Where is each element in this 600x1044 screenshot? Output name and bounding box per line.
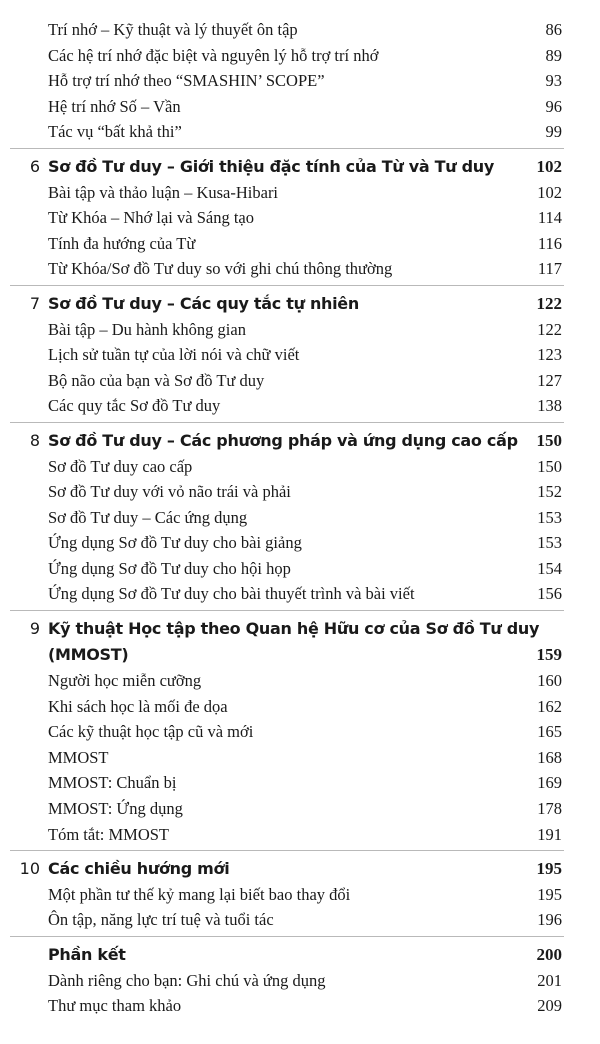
toc-entry [0,770,600,796]
table-of-contents [0,17,600,1019]
divider [10,148,564,149]
toc-entry [0,256,600,282]
entry-page: 153 [537,507,562,527]
divider [10,285,564,286]
entry-title: Từ Khóa/Sơ đồ Tư duy so với ghi chú thông thường [48,259,393,279]
chapter-number: 6 [29,156,40,176]
entry-title: Hỗ trợ trí nhớ theo “SMASHIN’ SCOPE” [48,71,325,91]
entry-title: Dành riêng cho bạn: Ghi chú và ứng dụng [48,970,326,990]
chapter-number: 10 [19,859,40,879]
toc-entry [0,907,600,933]
entry-page: 89 [545,45,562,65]
toc-entry [0,745,600,771]
toc-entry [0,668,600,694]
toc-entry [0,119,600,145]
divider [10,850,564,851]
entry-page: 165 [537,722,562,742]
toc-entry [0,180,600,206]
chapter-heading [0,616,600,668]
entry-page: 122 [537,319,562,339]
toc-entry [0,368,600,394]
entry-title: Sơ đồ Tư duy – Các ứng dụng [48,507,248,527]
chapter-page: 122 [536,293,562,313]
toc-entry [0,17,600,43]
toc-entry [0,882,600,908]
entry-page: 96 [545,96,562,116]
toc-entry [0,530,600,556]
entry-page: 160 [537,671,562,691]
toc-entry [0,796,600,822]
chapter-page: 195 [536,859,562,879]
toc-entry [0,231,600,257]
toc-entry [0,822,600,848]
chapter-number: 9 [29,619,40,639]
entry-page: 102 [537,182,562,202]
chapter-number: 8 [29,430,40,450]
entry-page: 201 [537,970,562,990]
toc-entry [0,454,600,480]
entry-title: Bài tập – Du hành không gian [48,319,246,339]
chapter-title: Sơ đồ Tư duy – Các quy tắc tự nhiên [48,293,359,313]
chapter-page: 159 [536,645,562,665]
chapter-title-line2: (MMOST) [48,645,129,665]
chapter-page: 200 [536,945,562,964]
toc-entry [0,719,600,745]
entry-page: 86 [545,20,562,39]
entry-page: 162 [537,696,562,716]
toc-entry [0,993,600,1019]
entry-title: Tác vụ “bất khả thi” [48,122,182,142]
entry-title: Ứng dụng Sơ đồ Tư duy cho bài giảng [48,533,302,553]
toc-entry [0,342,600,368]
entry-page: 123 [537,345,562,365]
divider [10,422,564,423]
toc-entry [0,68,600,94]
entry-page: 117 [537,259,562,279]
entry-title: Bộ não của bạn và Sơ đồ Tư duy [48,370,265,390]
toc-entry [0,43,600,69]
entry-title: Hệ trí nhớ Số – Vần [48,96,181,116]
entry-title: Người học miễn cưỡng [48,671,202,691]
entry-page: 150 [537,456,562,476]
entry-title: Khi sách học là mối đe dọa [48,696,228,716]
entry-page: 196 [537,910,562,930]
entry-title: Tóm tắt: MMOST [48,824,170,844]
entry-page: 195 [537,884,562,904]
chapter-title: Các chiều hướng mới [48,859,230,879]
entry-page: 168 [537,747,562,767]
entry-title: Sơ đồ Tư duy cao cấp [48,456,193,476]
entry-title: Ôn tập, năng lực trí tuệ và tuổi tác [48,910,274,930]
toc-entry [0,317,600,343]
entry-title: Các kỹ thuật học tập cũ và mới [48,722,254,742]
entry-page: 178 [537,799,562,819]
entry-page: 127 [537,370,562,390]
entry-title: MMOST [48,747,109,767]
entry-title: Bài tập và thảo luận – Kusa-Hibari [48,182,279,202]
entry-title: Một phần tư thế kỷ mang lại biết bao thay đổi [48,884,351,904]
entry-page: 99 [545,122,562,142]
chapter-heading [0,428,600,454]
chapter-page: 102 [536,156,562,176]
entry-title: Lịch sử tuần tự của lời nói và chữ viết [48,345,300,365]
toc-entry [0,556,600,582]
chapter-heading [0,942,600,968]
toc-entry [0,694,600,720]
entry-page: 209 [537,996,562,1016]
chapter-title: Kỹ thuật Học tập theo Quan hệ Hữu cơ của Sơ đồ Tư duy [48,619,540,639]
entry-page: 116 [537,233,562,253]
entry-title: Thư mục tham khảo [48,996,182,1016]
entry-page: 153 [537,533,562,553]
entry-page: 169 [537,773,562,793]
entry-title: Ứng dụng Sơ đồ Tư duy cho bài thuyết trình và bài viết [48,584,415,604]
chapter-heading [0,291,600,317]
entry-page: 156 [537,584,562,604]
entry-title: Trí nhớ – Kỹ thuật và lý thuyết ôn tập [48,20,298,39]
entry-page: 152 [537,482,562,502]
divider [10,610,564,611]
chapter-heading [0,154,600,180]
chapter-heading [0,856,600,882]
divider [10,936,564,937]
toc-entry [0,581,600,607]
entry-page: 154 [537,558,562,578]
chapter-page: 150 [536,430,562,450]
entry-title: Từ Khóa – Nhớ lại và Sáng tạo [48,208,255,228]
entry-title: Ứng dụng Sơ đồ Tư duy cho hội họp [48,558,291,578]
entry-title: Các hệ trí nhớ đặc biệt và nguyên lý hỗ trợ trí nhớ [48,45,379,65]
toc-entry [0,479,600,505]
toc-entry [0,205,600,231]
entry-title: MMOST: Chuẩn bị [48,773,177,793]
entry-title: Tính đa hướng của Từ [48,233,196,253]
chapter-title: Phần kết [48,945,126,964]
entry-page: 138 [537,396,562,416]
entry-page: 93 [545,71,562,91]
entry-title: Các quy tắc Sơ đồ Tư duy [48,396,221,416]
entry-page: 191 [537,824,562,844]
toc-entry [0,94,600,120]
toc-entry [0,968,600,994]
entry-title: Sơ đồ Tư duy với vỏ não trái và phải [48,482,291,502]
chapter-title: Sơ đồ Tư duy – Các phương pháp và ứng dụng cao cấp [48,430,518,450]
chapter-title: Sơ đồ Tư duy – Giới thiệu đặc tính của Từ và Tư duy [48,156,494,176]
toc-entry [0,393,600,419]
entry-page: 114 [537,208,562,228]
chapter-number: 7 [29,293,40,313]
entry-title: MMOST: Ứng dụng [48,799,183,819]
toc-entry [0,505,600,531]
